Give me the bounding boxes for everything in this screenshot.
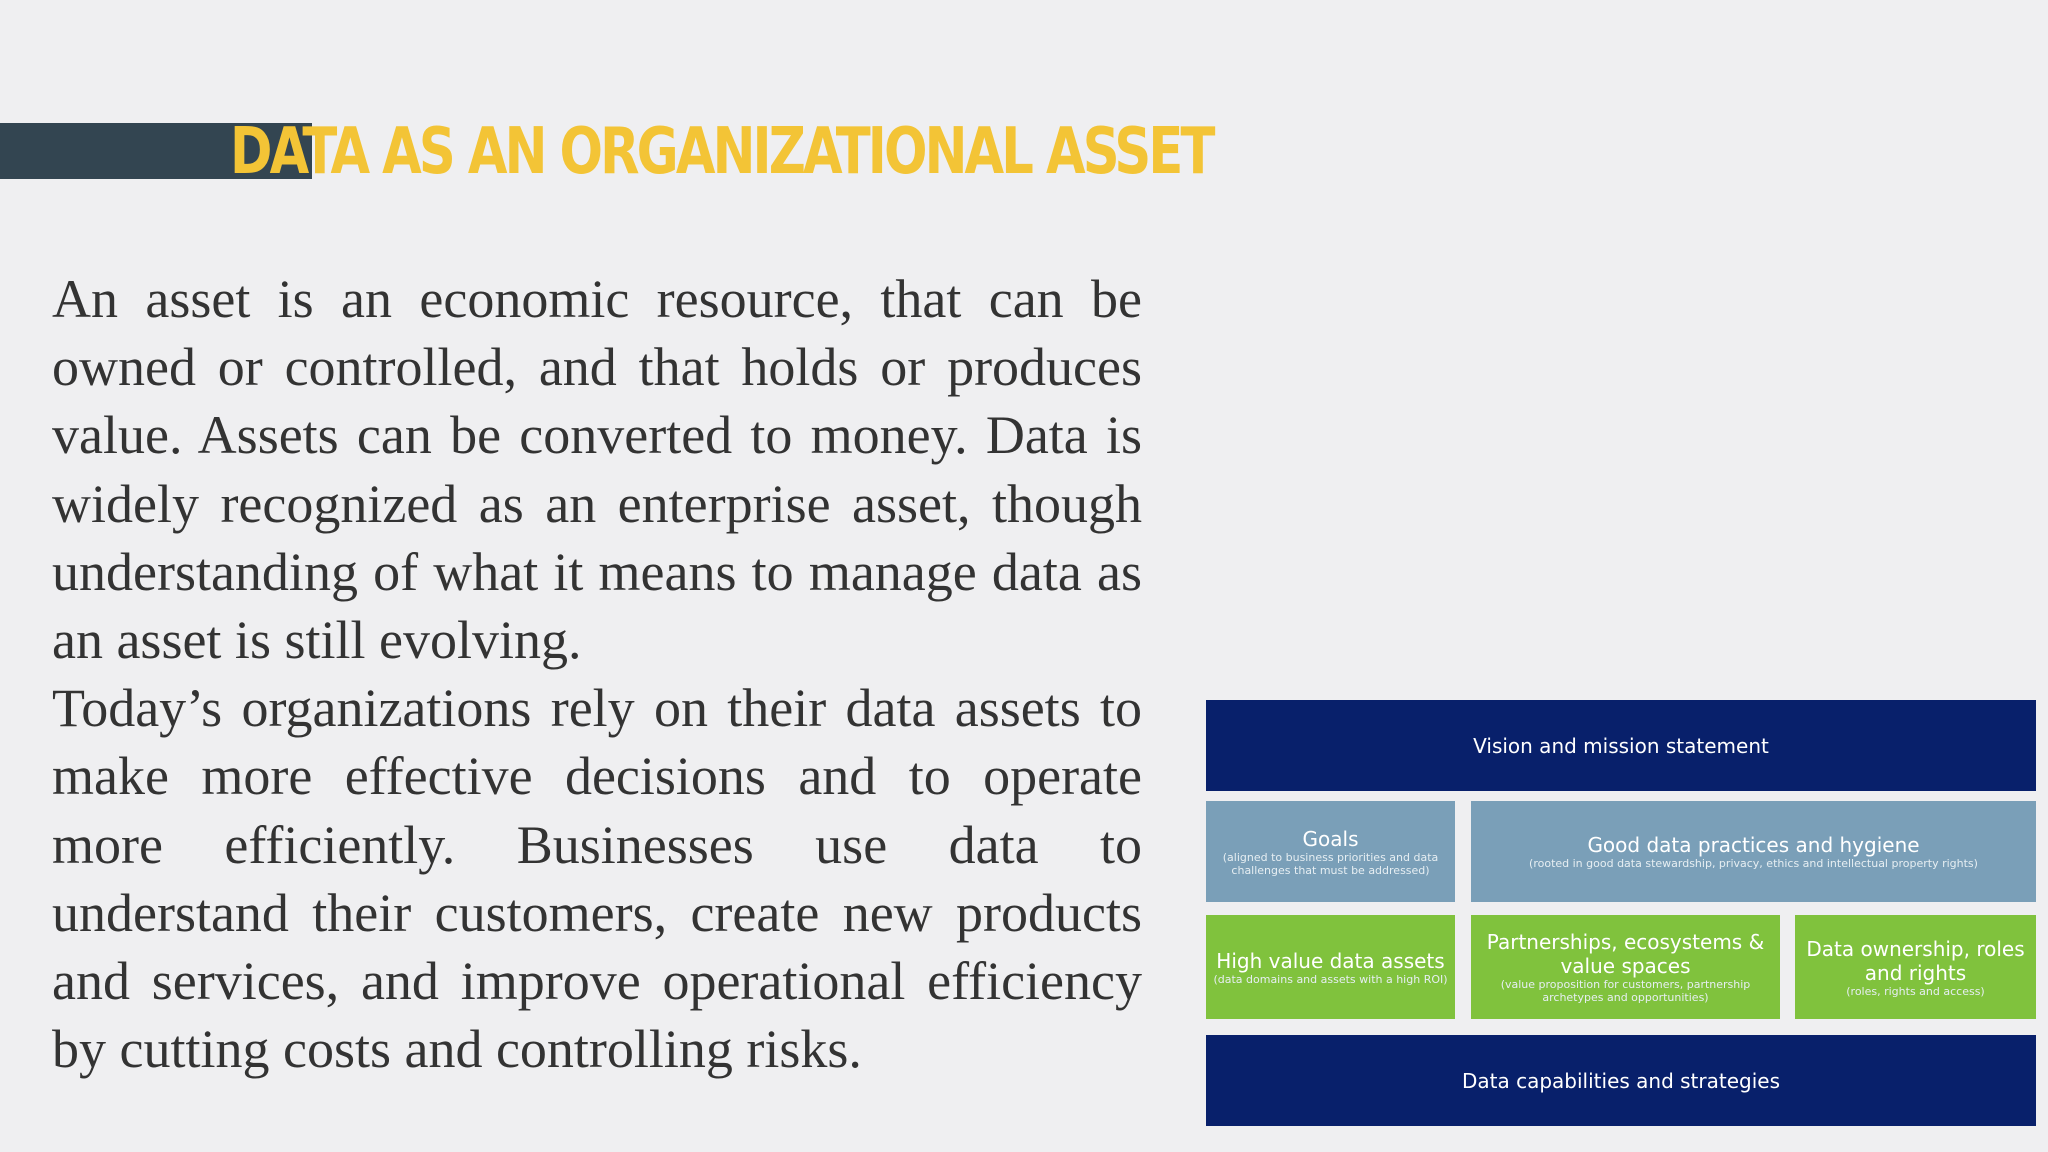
slide-title: DATA AS AN ORGANIZATIONAL ASSET bbox=[230, 115, 1213, 189]
capabilities-label: Data capabilities and strategies bbox=[1461, 1068, 1780, 1093]
paragraph-asset-definition: An asset is an economic resource, that can be owned or controlled, and that holds or produces value. Assets can be converted to money. Data is widely recognized as an enterprise asset, though understanding of what it means to manage data as an asset is still evolving. bbox=[52, 269, 1142, 671]
paragraph-organizations: Today’s organizations rely on their data assets to make more effective decisions and to operate more efficiently. Businesses use data to understand their customers, create new products and services, and improve operational efficiency by cutting costs and controlling risks. bbox=[52, 678, 1142, 1080]
practices-box bbox=[1471, 801, 2036, 902]
goals-box bbox=[1206, 801, 1455, 902]
ownership-subtitle: (roles, rights and access) bbox=[1846, 984, 1985, 998]
vision-box bbox=[1206, 700, 2036, 791]
ownership-box bbox=[1795, 915, 2036, 1019]
practices-subtitle: (rooted in good data stewardship, privacy, ethics and intellectual property rights) bbox=[1529, 857, 1978, 870]
body-text bbox=[52, 265, 1142, 1083]
practices-title: Good data practices and hygiene bbox=[1587, 833, 1920, 857]
goals-subtitle: (aligned to business priorities and data challenges that must be addressed) bbox=[1222, 850, 1439, 877]
high-value-box bbox=[1206, 915, 1455, 1019]
high-value-subtitle: (data domains and assets with a high ROI) bbox=[1213, 972, 1448, 986]
partnerships-subtitle: (value proposition for customers, partnership archetypes and opportunities) bbox=[1500, 978, 1751, 1004]
vision-label: Vision and mission statement bbox=[1473, 733, 1769, 758]
ownership-title: Data ownership, roles and rights bbox=[1806, 936, 2025, 985]
capabilities-box bbox=[1206, 1035, 2036, 1126]
partnerships-title: Partnerships, ecosystems & value spaces bbox=[1486, 930, 1765, 978]
high-value-title: High value data assets bbox=[1216, 948, 1445, 973]
goals-title: Goals bbox=[1302, 826, 1359, 851]
partnerships-box bbox=[1471, 915, 1780, 1019]
data-strategy-diagram bbox=[1206, 700, 2036, 1126]
